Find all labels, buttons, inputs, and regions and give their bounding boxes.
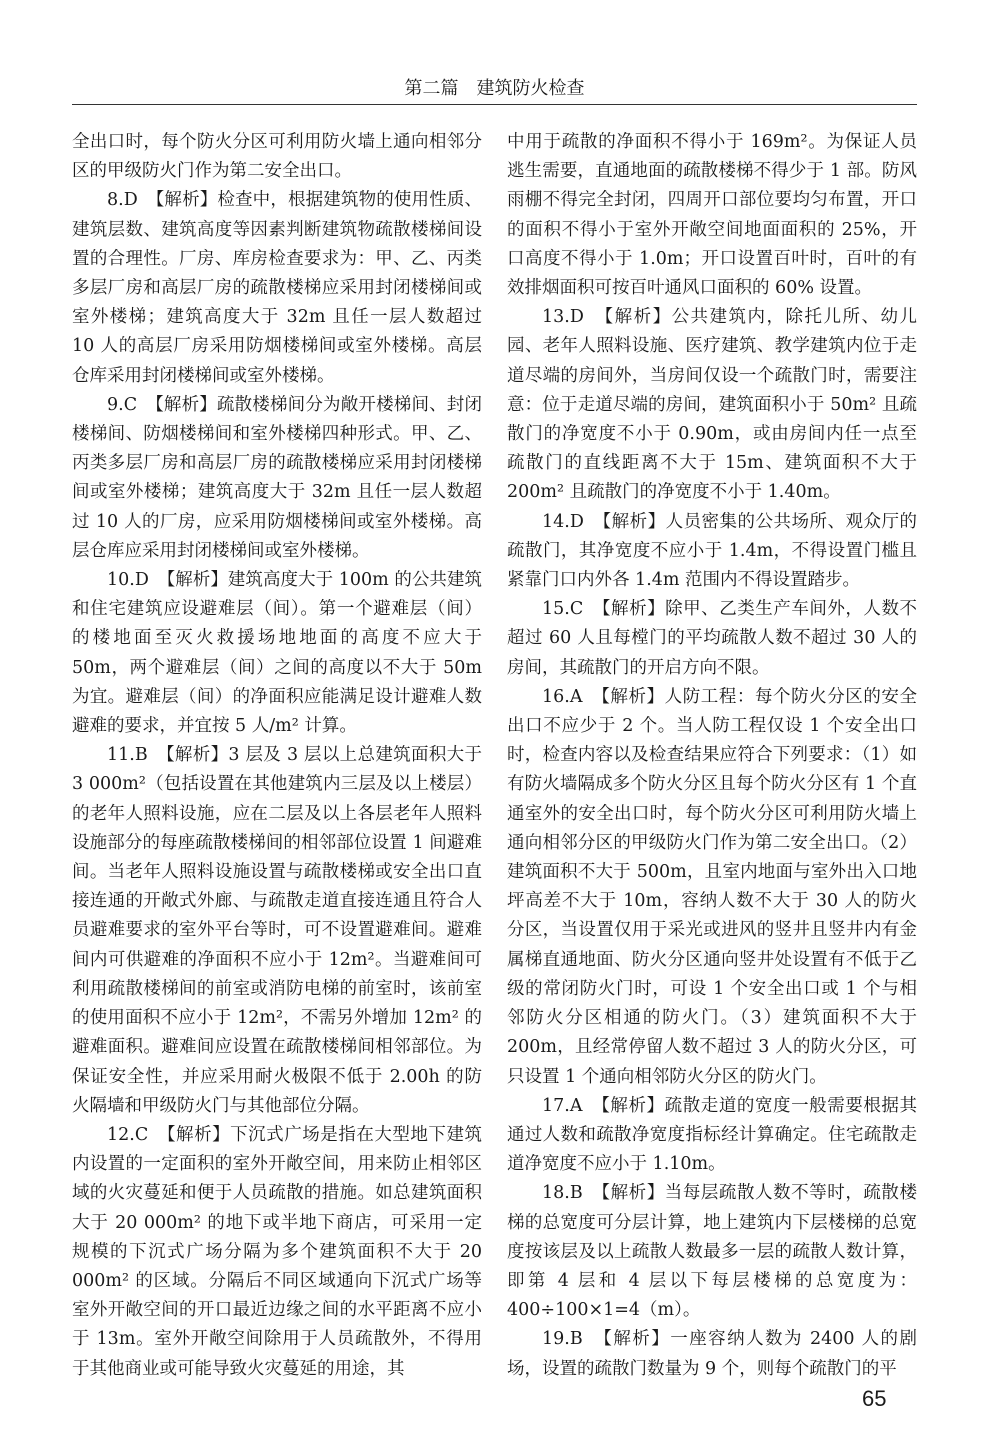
page-number: 65 bbox=[862, 1386, 887, 1411]
header-title: 第二篇 建筑防火检查 bbox=[404, 78, 585, 99]
paragraph: 全出口时，每个防火分区可利用防火墙上通向相邻分区的甲级防火门作为第二安全出口。 bbox=[72, 132, 482, 182]
answer-paragraph-10: 10.D 【解析】建筑高度大于 100m 的公共建筑和住宅建筑应设避难层（间）。第一个避难层（间）的楼地面至灭火救援场地地面的高度不应大于 50m，两个避难层（间）之间的高度以不大于 50m 为宜。避难层（间）的净面积应能满足设计避难人数避难的要求，并宜按 5 人/m² 计算。 bbox=[72, 570, 482, 737]
header-divider bbox=[72, 104, 917, 105]
answer-paragraph-13: 13.D 【解析】公共建筑内，除托儿所、幼儿园、老年人照料设施、医疗建筑、教学建筑内位于走道尽端的房间外，当房间仅设一个疏散门时，需要注意：位于走道尽端的房间，建筑面积小于 50m² 且疏散门的净宽度不小于 0.90m，或由房间内任一点至疏散门的直线距离不大于 15m、建筑面积不大于 200m² 且疏散门的净宽度不小于 1.40m。 bbox=[507, 307, 917, 503]
answer-paragraph-14: 14.D 【解析】人员密集的公共场所、观众厅的疏散门，其净宽度不应小于 1.4m，不得设置门槛且紧靠门口内外各 1.4m 范围内不得设置踏步。 bbox=[507, 511, 917, 591]
page-header bbox=[72, 62, 917, 106]
answer-paragraph-15: 15.C 【解析】除甲、乙类生产车间外，人数不超过 60 人且每樘门的平均疏散人数不超过 30 人的房间，其疏散门的开启方向不限。 bbox=[507, 599, 917, 678]
answer-paragraph-9: 9.C 【解析】疏散楼梯间分为敞开楼梯间、封闭楼梯间、防烟楼梯间和室外楼梯四种形式。甲、乙、丙类多层厂房和高层厂房的疏散楼梯应采用封闭楼梯间或室外楼梯；建筑高度大于 32m 且任一层人数超过 10 人的厂房，应采用防烟楼梯间或室外楼梯。高层仓库应采用封闭楼梯间或室外楼梯。 bbox=[72, 394, 482, 561]
paragraph: 中用于疏散的净面积不得小于 169m²。为保证人员逃生需要，直通地面的疏散楼梯不得少于 1 部。防风雨棚不得完全封闭，四周开口部位要均匀布置，开口的面积不得小于室外开敞空间地面面积的 25%，开口高度不得小于 1.0m；开口设置百叶时，百叶的有效排烟面积可按百叶通风口面积的 60% 设置。 bbox=[507, 132, 917, 299]
answer-paragraph-8: 8.D 【解析】检查中，根据建筑物的使用性质、建筑层数、建筑高度等因素判断建筑物疏散楼梯间设置的合理性。厂房、库房检查要求为：甲、乙、丙类多层厂房和高层厂房的疏散楼梯应采用封闭楼梯间或室外楼梯；建筑高度大于 32m 且任一层人数超过 10 人的高层厂房采用防烟楼梯间或室外楼梯。高层仓库采用封闭楼梯间或室外楼梯。 bbox=[72, 190, 482, 386]
answer-paragraph-16: 16.A 【解析】人防工程：每个防火分区的安全出口不应少于 2 个。当人防工程仅设 1 个安全出口时，检查内容以及检查结果应符合下列要求：（1）如有防火墙隔成多个防火分区且每个防火分区有 1 个直通室外的安全出口时，每个防火分区可利用防火墙上通向相邻分区的甲级防火门作为第二安全出口。（2）建筑面积不大于 500m，且室内地面与室外出入口地坪高差不大于 10m，容纳人数不大于 30 人的防火分区，当设置仅用于采光或进风的竖井且竖井内有金属梯直通地面、防火分区通向竖井处设置有不低于乙级的常闭防火门时，可设 1 个安全出口或 1 个与相邻防火分区相通的防火门。（3）建筑面积不大于 200m，且经常停留人数不超过 3 人的防火分区，可只设置 1 个通向相邻防火分区的防火门。 bbox=[507, 686, 917, 1087]
answer-paragraph-17: 17.A 【解析】疏散走道的宽度一般需要根据其通过人数和疏散净宽度指标经计算确定。住宅疏散走道净宽度不应小于 1.10m。 bbox=[507, 1095, 917, 1175]
answer-paragraph-12: 12.C 【解析】下沉式广场是指在大型地下建筑内设置的一定面积的室外开敞空间，用来防止相邻区域的火灾蔓延和便于人员疏散的措施。如总建筑面积大于 20 000m² 的地下或半地下商店，可采用一定规模的下沉式广场分隔为多个建筑面积不大于 20 000m² 的区域。分隔后不同区域通向下沉式广场等室外开敞空间的开口最近边缘之间的水平距离不应小于 13m。室外开敞空间除用于人员疏散外，不得用于其他商业或可能导致火灾蔓延的用途，其 bbox=[72, 1124, 482, 1379]
answer-paragraph-18: 18.B 【解析】当每层疏散人数不等时，疏散楼梯的总宽度可分层计算，地上建筑内下层楼梯的总宽度按该层及以上疏散人数最多一层的疏散人数计算，即第 4 层和 4 层以下每层楼梯的总宽度为：400÷100×1=4（m）。 bbox=[507, 1183, 917, 1321]
answer-paragraph-19: 19.B 【解析】一座容纳人数为 2400 人的剧场，设置的疏散门数量为 9 个，则每个疏散门的平 bbox=[507, 1329, 917, 1379]
answer-paragraph-11: 11.B 【解析】3 层及 3 层以上总建筑面积大于 3 000m²（包括设置在其他建筑内三层及以上楼层）的老年人照料设施，应在二层及以上各层老年人照料设施部分的每座疏散楼梯间的相邻部位设置 1 间避难间。当老年人照料设施设置与疏散楼梯或安全出口直接连通的开敞式外廊、与疏散走道直接连通且符合人员避难要求的室外平台等时，可不设置避难间。避难间内可供避难的净面积不应小于 12m²。当避难间可利用疏散楼梯间的前室或消防电梯的前室时，该前室的使用面积不应小于 12m²，不需另外增加 12m² 的避难面积。避难间应设置在疏散楼梯间相邻部位。为保证安全性，并应采用耐火极限不低于 2.00h 的防火隔墙和甲级防火门与其他部位分隔。 bbox=[72, 745, 482, 1116]
right-column bbox=[507, 128, 917, 1384]
left-column bbox=[72, 128, 482, 1384]
